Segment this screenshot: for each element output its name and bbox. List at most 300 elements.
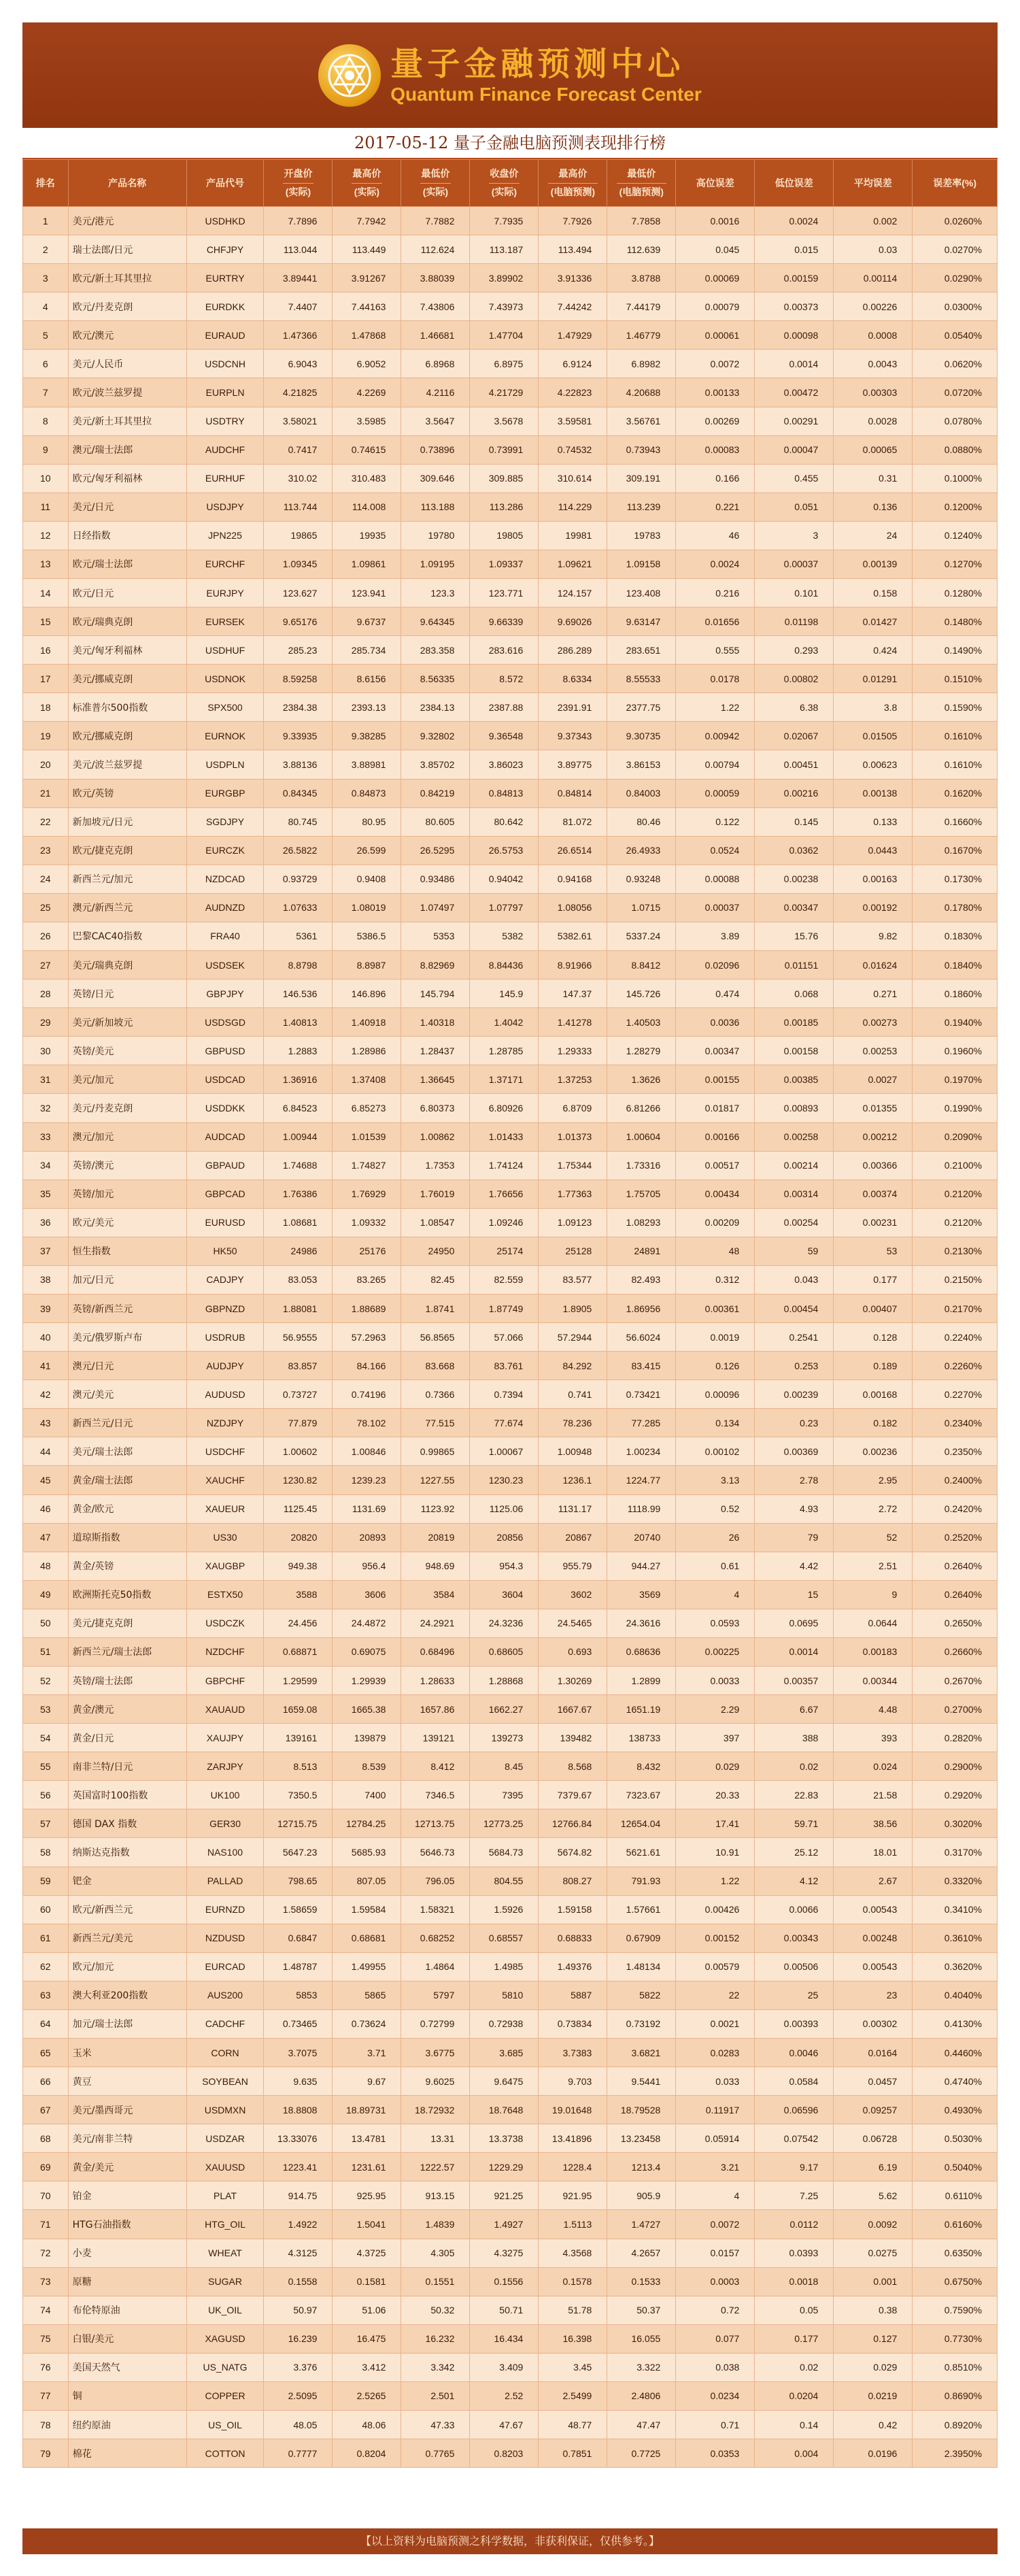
- cell-pred-low: 1.00234: [607, 1437, 676, 1466]
- cell-name: 黄金/英镑: [68, 1552, 186, 1580]
- table-row: [23, 1724, 998, 1752]
- cell-code: ZARJPY: [186, 1752, 264, 1781]
- cell-pred-low: 9.63147: [607, 607, 676, 636]
- cell-code: CORN: [186, 2039, 264, 2067]
- table-row: [23, 2124, 998, 2153]
- cell-close: 57.066: [470, 1323, 539, 1352]
- cell-pred-low: 1.46779: [607, 321, 676, 350]
- cell-low: 4.2116: [401, 378, 470, 407]
- cell-code: USDDKK: [186, 1094, 264, 1122]
- table-row: [23, 836, 998, 865]
- cell-high: 2393.13: [333, 693, 401, 722]
- cell-err-rate: 0.1960%: [913, 1037, 998, 1065]
- table-row: [23, 1352, 998, 1380]
- cell-pred-low: 7.7858: [607, 207, 676, 235]
- table-row: [23, 1494, 998, 1523]
- cell-close: 0.94042: [470, 865, 539, 893]
- cell-name: 美元/人民币: [68, 350, 186, 378]
- cell-avg-err: 0.42: [834, 2411, 913, 2439]
- cell-name: 加元/瑞士法郎: [68, 2009, 186, 2038]
- cell-low: 1222.57: [401, 2153, 470, 2181]
- cell-high: 0.68681: [333, 1924, 401, 1952]
- cell-name: 澳元/瑞士法郎: [68, 435, 186, 464]
- cell-avg-err: 52: [834, 1523, 913, 1552]
- cell-low-err: 15.76: [755, 922, 834, 950]
- cell-low: 24950: [401, 1237, 470, 1265]
- cell-avg-err: 0.0275: [834, 2239, 913, 2267]
- cell-close: 5684.73: [470, 1838, 539, 1867]
- cell-low: 12713.75: [401, 1809, 470, 1838]
- cell-rank: 59: [23, 1867, 69, 1895]
- cell-name: 欧元/美元: [68, 1208, 186, 1237]
- col-avg-err: 平均误差: [834, 160, 913, 207]
- cell-high-err: 1.22: [676, 1867, 755, 1895]
- cell-err-rate: 0.0880%: [913, 435, 998, 464]
- cell-avg-err: 0.00407: [834, 1294, 913, 1322]
- cell-open: 0.6847: [264, 1924, 333, 1952]
- cell-pred-low: 5337.24: [607, 922, 676, 950]
- cell-close: 0.1556: [470, 2267, 539, 2296]
- cell-open: 1.00944: [264, 1122, 333, 1151]
- table-row: [23, 2411, 998, 2439]
- cell-name: 英镑/美元: [68, 1037, 186, 1065]
- cell-low: 7346.5: [401, 1781, 470, 1809]
- col-pred-low-top: 最低价: [627, 167, 656, 179]
- cell-name: 英镑/新西兰元: [68, 1294, 186, 1322]
- col-pred-low: [607, 160, 676, 207]
- cell-pred-high: 1228.4: [539, 2153, 607, 2181]
- cell-close: 6.80926: [470, 1094, 539, 1122]
- cell-err-rate: 0.3020%: [913, 1809, 998, 1838]
- cell-err-rate: 0.3320%: [913, 1867, 998, 1895]
- cell-open: 113.044: [264, 235, 333, 264]
- col-pred-high-top: 最高价: [558, 167, 588, 179]
- cell-low-err: 0.101: [755, 579, 834, 607]
- cell-low-err: 0.02: [755, 2353, 834, 2381]
- cell-avg-err: 0.00543: [834, 1952, 913, 1981]
- cell-low: 9.32802: [401, 722, 470, 750]
- cell-rank: 8: [23, 407, 69, 435]
- cell-err-rate: 0.1200%: [913, 492, 998, 521]
- cell-rank: 20: [23, 750, 69, 779]
- cell-close: 1.00067: [470, 1437, 539, 1466]
- cell-open: 949.38: [264, 1552, 333, 1580]
- cell-code: AUDJPY: [186, 1352, 264, 1380]
- cell-open: 3.58021: [264, 407, 333, 435]
- table-row: [23, 1580, 998, 1609]
- cell-rank: 55: [23, 1752, 69, 1781]
- cell-rank: 11: [23, 492, 69, 521]
- cell-err-rate: 0.1490%: [913, 636, 998, 665]
- cell-low-err: 0.00343: [755, 1924, 834, 1952]
- cell-close: 8.45: [470, 1752, 539, 1781]
- cell-pred-high: 81.072: [539, 807, 607, 836]
- cell-avg-err: 0.00065: [834, 435, 913, 464]
- table-row: [23, 292, 998, 321]
- cell-close: 2387.88: [470, 693, 539, 722]
- cell-pred-low: 3.86153: [607, 750, 676, 779]
- cell-low-err: 0.00047: [755, 435, 834, 464]
- cell-high: 84.166: [333, 1352, 401, 1380]
- cell-name: 黄金/美元: [68, 2153, 186, 2181]
- cell-err-rate: 0.2700%: [913, 1695, 998, 1724]
- table-row: [23, 1523, 998, 1552]
- cell-pred-low: 47.47: [607, 2411, 676, 2439]
- col-high-top: 最高价: [352, 167, 381, 179]
- cell-pred-high: 48.77: [539, 2411, 607, 2439]
- table-row: [23, 1208, 998, 1237]
- cell-pred-low: 5822: [607, 1981, 676, 2009]
- cell-avg-err: 0.0219: [834, 2381, 913, 2410]
- cell-rank: 21: [23, 779, 69, 807]
- cell-close: 8.572: [470, 665, 539, 693]
- cell-close: 77.674: [470, 1409, 539, 1437]
- cell-low: 2.501: [401, 2381, 470, 2410]
- cell-rank: 43: [23, 1409, 69, 1437]
- cell-pred-high: 1.75344: [539, 1151, 607, 1180]
- cell-pred-high: 1.59158: [539, 1895, 607, 1924]
- cell-low: 0.68252: [401, 1924, 470, 1952]
- col-high-sub: (实际): [352, 183, 382, 200]
- cell-high-err: 2.29: [676, 1695, 755, 1724]
- cell-low: 6.8968: [401, 350, 470, 378]
- cell-name: 美元/挪威克朗: [68, 665, 186, 693]
- cell-low: 8.82969: [401, 951, 470, 980]
- cell-avg-err: 0.0644: [834, 1609, 913, 1637]
- cell-low-err: 0.00802: [755, 665, 834, 693]
- cell-pred-high: 3.89775: [539, 750, 607, 779]
- cell-high: 114.008: [333, 492, 401, 521]
- cell-pred-high: 3.45: [539, 2353, 607, 2381]
- cell-close: 309.885: [470, 464, 539, 492]
- cell-pred-high: 113.494: [539, 235, 607, 264]
- cell-low-err: 59.71: [755, 1809, 834, 1838]
- cell-low-err: 0.00239: [755, 1380, 834, 1409]
- cell-code: EURAUD: [186, 321, 264, 350]
- cell-low-err: 0.177: [755, 2324, 834, 2353]
- table-row: [23, 1952, 998, 1981]
- cell-name: 澳元/美元: [68, 1380, 186, 1409]
- table-row: [23, 1380, 998, 1409]
- cell-close: 83.761: [470, 1352, 539, 1380]
- cell-pred-low: 1.3626: [607, 1065, 676, 1094]
- cell-rank: 46: [23, 1494, 69, 1523]
- cell-code: USDTRY: [186, 407, 264, 435]
- cell-low: 0.99865: [401, 1437, 470, 1466]
- table-row: [23, 2353, 998, 2381]
- cell-pred-high: 83.577: [539, 1265, 607, 1294]
- cell-low-err: 0.00238: [755, 865, 834, 893]
- cell-avg-err: 0.0092: [834, 2210, 913, 2239]
- cell-high-err: 0.126: [676, 1352, 755, 1380]
- col-low-sub: (实际): [420, 183, 451, 200]
- cell-avg-err: 0.00543: [834, 1895, 913, 1924]
- cell-low: 123.3: [401, 579, 470, 607]
- cell-high-err: 0.0178: [676, 665, 755, 693]
- cell-rank: 19: [23, 722, 69, 750]
- cell-low: 113.188: [401, 492, 470, 521]
- cell-avg-err: 0.136: [834, 492, 913, 521]
- cell-open: 1.76386: [264, 1180, 333, 1208]
- table-row: [23, 1265, 998, 1294]
- cell-avg-err: 0.00183: [834, 1637, 913, 1666]
- cell-code: CADJPY: [186, 1265, 264, 1294]
- cell-high-err: 0.312: [676, 1265, 755, 1294]
- cell-pred-high: 0.1578: [539, 2267, 607, 2296]
- cell-rank: 52: [23, 1666, 69, 1694]
- cell-pred-low: 6.8982: [607, 350, 676, 378]
- cell-low-err: 0.00385: [755, 1065, 834, 1094]
- cell-avg-err: 24: [834, 521, 913, 550]
- cell-high-err: 0.033: [676, 2067, 755, 2096]
- cell-high-err: 0.00069: [676, 264, 755, 292]
- cell-low: 948.69: [401, 1552, 470, 1580]
- qf-logo-icon: [318, 44, 381, 107]
- cell-high: 285.734: [333, 636, 401, 665]
- cell-low-err: 0.015: [755, 235, 834, 264]
- cell-open: 0.73727: [264, 1380, 333, 1409]
- cell-rank: 66: [23, 2067, 69, 2096]
- cell-code: GBPJPY: [186, 980, 264, 1008]
- cell-rank: 79: [23, 2439, 69, 2468]
- cell-rank: 62: [23, 1952, 69, 1981]
- cell-low: 8.412: [401, 1752, 470, 1781]
- cell-high: 1131.69: [333, 1494, 401, 1523]
- cell-pred-low: 0.73421: [607, 1380, 676, 1409]
- cell-low: 283.358: [401, 636, 470, 665]
- cell-open: 1.4922: [264, 2210, 333, 2239]
- cell-name: 欧元/瑞士法郎: [68, 550, 186, 578]
- cell-name: 玉米: [68, 2039, 186, 2067]
- cell-rank: 63: [23, 1981, 69, 2009]
- cell-close: 3.409: [470, 2353, 539, 2381]
- cell-name: 新西兰元/美元: [68, 1924, 186, 1952]
- cell-open: 0.1558: [264, 2267, 333, 2296]
- cell-high: 1.59584: [333, 1895, 401, 1924]
- cell-low-err: 0.23: [755, 1409, 834, 1437]
- cell-code: COTTON: [186, 2439, 264, 2468]
- cell-name: 英镑/瑞士法郎: [68, 1666, 186, 1694]
- table-row: [23, 1151, 998, 1180]
- cell-name: 德国 DAX 指数: [68, 1809, 186, 1838]
- cell-open: 0.7777: [264, 2439, 333, 2468]
- cell-pred-low: 16.055: [607, 2324, 676, 2353]
- cell-avg-err: 4.48: [834, 1695, 913, 1724]
- cell-pred-high: 9.69026: [539, 607, 607, 636]
- cell-close: 18.7648: [470, 2096, 539, 2124]
- cell-low: 1.07497: [401, 893, 470, 922]
- cell-open: 24986: [264, 1237, 333, 1265]
- cell-pred-low: 1213.4: [607, 2153, 676, 2181]
- cell-avg-err: 21.58: [834, 1781, 913, 1809]
- cell-code: SUGAR: [186, 2267, 264, 2296]
- cell-name: 巴黎CAC40指数: [68, 922, 186, 950]
- cell-err-rate: 0.2270%: [913, 1380, 998, 1409]
- table-row: [23, 1180, 998, 1208]
- cell-avg-err: 0.133: [834, 807, 913, 836]
- cell-rank: 27: [23, 951, 69, 980]
- cell-err-rate: 0.1480%: [913, 607, 998, 636]
- cell-open: 798.65: [264, 1867, 333, 1895]
- cell-low: 77.515: [401, 1409, 470, 1437]
- cell-close: 9.6475: [470, 2067, 539, 2096]
- cell-pred-high: 286.289: [539, 636, 607, 665]
- cell-code: HTG_OIL: [186, 2210, 264, 2239]
- cell-high: 19935: [333, 521, 401, 550]
- cell-pred-high: 0.693: [539, 1637, 607, 1666]
- cell-rank: 45: [23, 1466, 69, 1494]
- cell-err-rate: 0.2170%: [913, 1294, 998, 1322]
- col-high-err: 高位误差: [676, 160, 755, 207]
- table-row: [23, 1065, 998, 1094]
- cell-avg-err: 0.001: [834, 2267, 913, 2296]
- cell-open: 3.376: [264, 2353, 333, 2381]
- table-row: [23, 865, 998, 893]
- cell-pred-high: 1.5113: [539, 2210, 607, 2239]
- cell-pred-high: 1236.1: [539, 1466, 607, 1494]
- cell-low-err: 0.145: [755, 807, 834, 836]
- cell-pred-high: 124.157: [539, 579, 607, 607]
- cell-pred-high: 3.91336: [539, 264, 607, 292]
- cell-pred-low: 9.5441: [607, 2067, 676, 2096]
- cell-err-rate: 0.2120%: [913, 1208, 998, 1237]
- cell-pred-high: 3.59581: [539, 407, 607, 435]
- cell-open: 0.68871: [264, 1637, 333, 1666]
- cell-rank: 10: [23, 464, 69, 492]
- table-row: [23, 779, 998, 807]
- cell-pred-low: 7323.67: [607, 1781, 676, 1809]
- cell-code: US_NATG: [186, 2353, 264, 2381]
- cell-avg-err: 393: [834, 1724, 913, 1752]
- cell-pred-high: 310.614: [539, 464, 607, 492]
- cell-err-rate: 0.2150%: [913, 1265, 998, 1294]
- cell-code: JPN225: [186, 521, 264, 550]
- cell-name: 英镑/澳元: [68, 1151, 186, 1180]
- cell-open: 1.40813: [264, 1008, 333, 1037]
- table-row: [23, 722, 998, 750]
- cell-rank: 50: [23, 1609, 69, 1637]
- cell-name: 黄金/瑞士法郎: [68, 1466, 186, 1494]
- cell-rank: 42: [23, 1380, 69, 1409]
- cell-low: 1.00862: [401, 1122, 470, 1151]
- cell-err-rate: 0.2130%: [913, 1237, 998, 1265]
- cell-err-rate: 0.8690%: [913, 2381, 998, 2410]
- cell-pred-high: 26.6514: [539, 836, 607, 865]
- cell-err-rate: 0.1970%: [913, 1065, 998, 1094]
- cell-code: USDRUB: [186, 1323, 264, 1352]
- table-row: [23, 1752, 998, 1781]
- cell-rank: 29: [23, 1008, 69, 1037]
- cell-open: 4.21825: [264, 378, 333, 407]
- cell-close: 13.3738: [470, 2124, 539, 2153]
- cell-rank: 24: [23, 865, 69, 893]
- cell-high: 51.06: [333, 2296, 401, 2324]
- cell-high-err: 0.0593: [676, 1609, 755, 1637]
- cell-pred-high: 0.74532: [539, 435, 607, 464]
- cell-low-err: 0.00291: [755, 407, 834, 435]
- cell-code: XAGUSD: [186, 2324, 264, 2353]
- cell-low-err: 0.0362: [755, 836, 834, 865]
- cell-low-err: 15: [755, 1580, 834, 1609]
- brand: [318, 44, 701, 107]
- cell-low: 5646.73: [401, 1838, 470, 1867]
- cell-open: 1.88081: [264, 1294, 333, 1322]
- cell-code: EURCZK: [186, 836, 264, 865]
- cell-high-err: 0.00225: [676, 1637, 755, 1666]
- cell-close: 921.25: [470, 2181, 539, 2210]
- cell-code: USDHUF: [186, 636, 264, 665]
- cell-pred-low: 83.415: [607, 1352, 676, 1380]
- cell-avg-err: 0.00253: [834, 1037, 913, 1065]
- cell-pred-low: 2377.75: [607, 693, 676, 722]
- cell-name: 瑞士法郎/日元: [68, 235, 186, 264]
- cell-high-err: 22: [676, 1981, 755, 2009]
- cell-close: 3.5678: [470, 407, 539, 435]
- cell-close: 0.8203: [470, 2439, 539, 2468]
- cell-open: 19865: [264, 521, 333, 550]
- cell-err-rate: 0.2350%: [913, 1437, 998, 1466]
- cell-code: GBPUSD: [186, 1037, 264, 1065]
- cell-low-err: 0.0046: [755, 2039, 834, 2067]
- table-row: [23, 321, 998, 350]
- cell-high: 0.74196: [333, 1380, 401, 1409]
- cell-open: 1.07633: [264, 893, 333, 922]
- cell-code: USDCZK: [186, 1609, 264, 1637]
- table-row: [23, 2181, 998, 2210]
- cell-high-err: 0.0283: [676, 2039, 755, 2067]
- cell-open: 8.513: [264, 1752, 333, 1781]
- cell-high: 0.84873: [333, 779, 401, 807]
- cell-name: 加元/日元: [68, 1265, 186, 1294]
- cell-avg-err: 0.00236: [834, 1437, 913, 1466]
- table-row: [23, 464, 998, 492]
- cell-high: 2.5265: [333, 2381, 401, 2410]
- cell-high: 5865: [333, 1981, 401, 2009]
- cell-close: 5810: [470, 1981, 539, 2009]
- cell-err-rate: 0.5030%: [913, 2124, 998, 2153]
- cell-high: 5386.5: [333, 922, 401, 950]
- cell-high-err: 0.038: [676, 2353, 755, 2381]
- cell-open: 50.97: [264, 2296, 333, 2324]
- cell-open: 83.053: [264, 1265, 333, 1294]
- cell-close: 0.68605: [470, 1637, 539, 1666]
- cell-rank: 57: [23, 1809, 69, 1838]
- cell-err-rate: 0.2820%: [913, 1724, 998, 1752]
- cell-low: 3.88039: [401, 264, 470, 292]
- cell-close: 1.28785: [470, 1037, 539, 1065]
- cell-rank: 2: [23, 235, 69, 264]
- cell-avg-err: 0.0196: [834, 2439, 913, 2468]
- cell-pred-high: 5887: [539, 1981, 607, 2009]
- cell-high: 9.38285: [333, 722, 401, 750]
- cell-avg-err: 0.0008: [834, 321, 913, 350]
- cell-name: 英镑/日元: [68, 980, 186, 1008]
- cell-avg-err: 0.01291: [834, 665, 913, 693]
- cell-code: USDCHF: [186, 1437, 264, 1466]
- cell-err-rate: 0.0300%: [913, 292, 998, 321]
- cell-code: GER30: [186, 1809, 264, 1838]
- cell-avg-err: 23: [834, 1981, 913, 2009]
- cell-high: 6.9052: [333, 350, 401, 378]
- cell-pred-high: 8.568: [539, 1752, 607, 1781]
- table-row: [23, 1781, 998, 1809]
- cell-code: EURGBP: [186, 779, 264, 807]
- cell-name: 美元/墨西哥元: [68, 2096, 186, 2124]
- cell-pred-low: 0.1533: [607, 2267, 676, 2296]
- cell-close: 1.87749: [470, 1294, 539, 1322]
- cell-avg-err: 0.00139: [834, 550, 913, 578]
- cell-high-err: 0.00088: [676, 865, 755, 893]
